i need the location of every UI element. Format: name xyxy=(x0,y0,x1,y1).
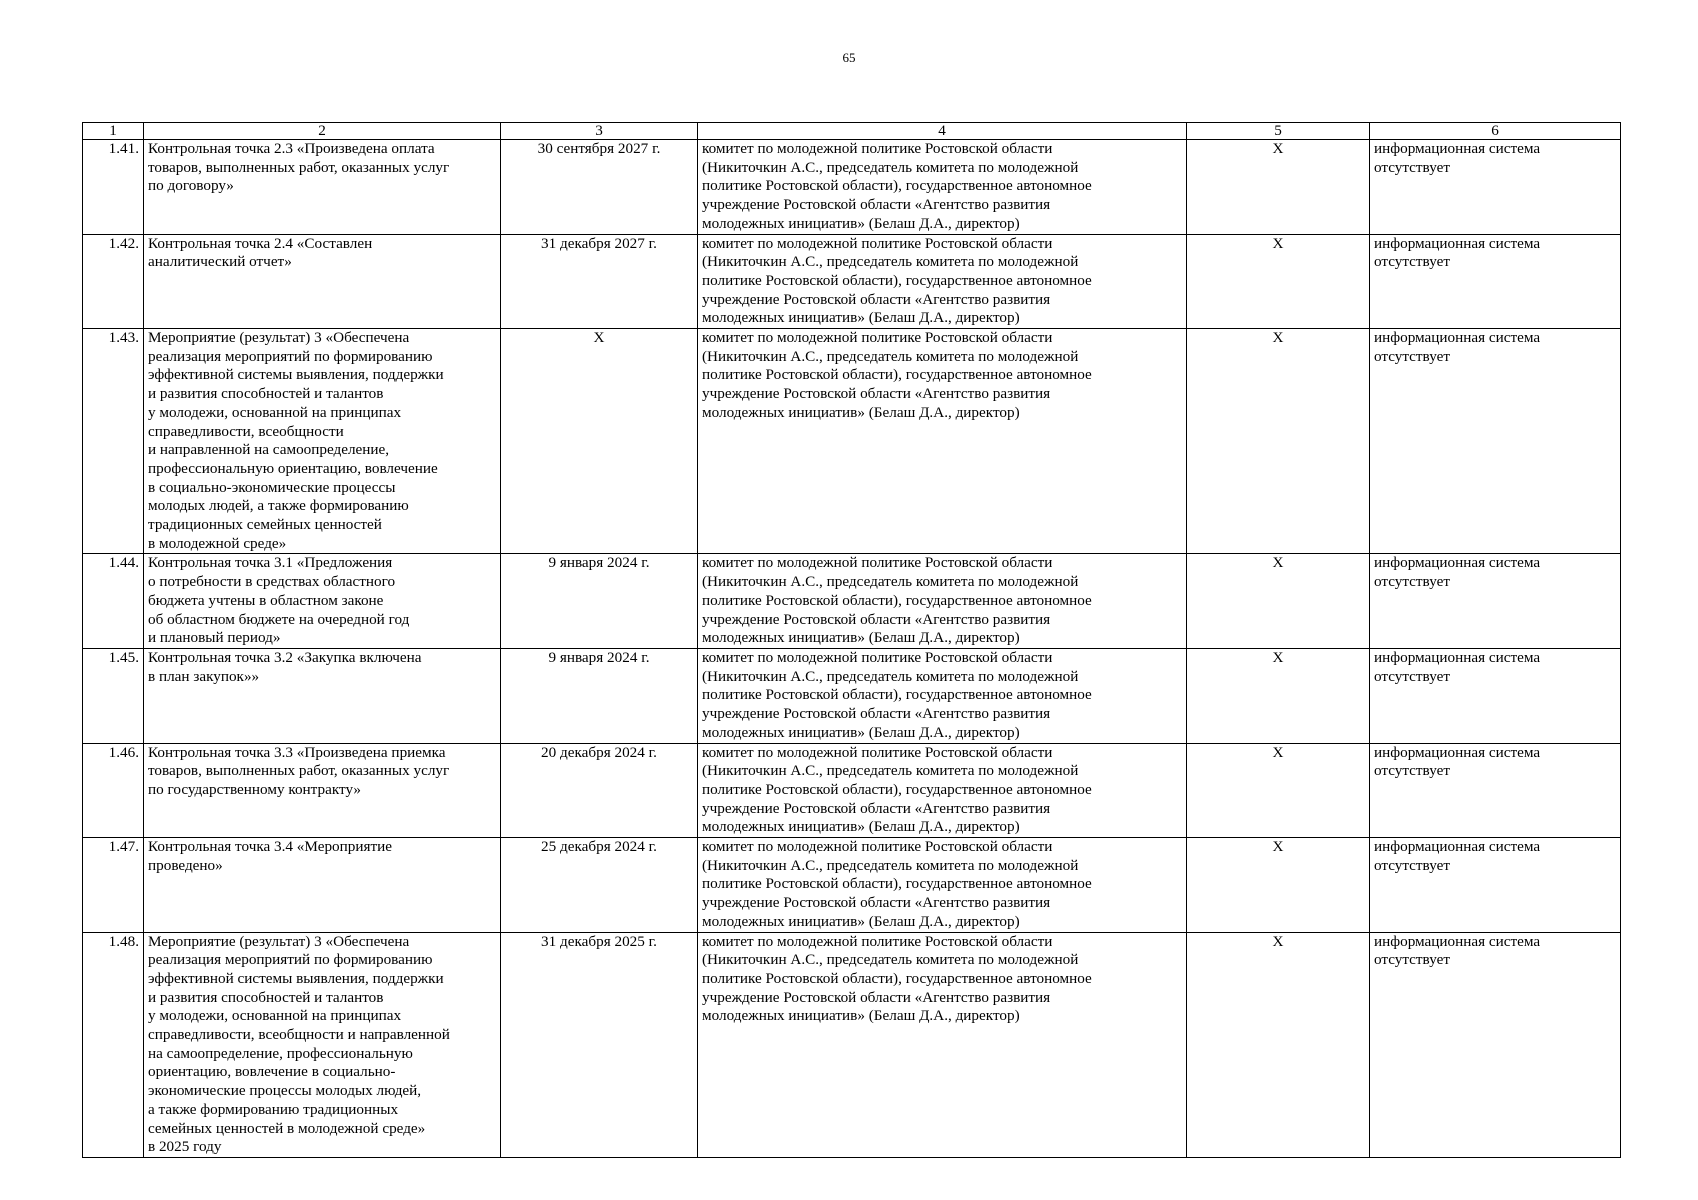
header-cell-5: 5 xyxy=(1187,123,1370,140)
row-date: 9 января 2024 г. xyxy=(501,648,698,743)
table-row xyxy=(83,838,1621,933)
row-date: 9 января 2024 г. xyxy=(501,554,698,649)
plan-table xyxy=(82,122,1621,1158)
row-responsible: комитет по молодежной политике Ростовской области (Никиточкин А.С., председатель комитета по молодежной политике Ростовской области), государственное автономное учреждение Ростовской области «Агентство развития молодежных инициатив» (Белаш Д.А., директор) xyxy=(698,743,1187,838)
row-date: 31 декабря 2025 г. xyxy=(501,932,698,1157)
table-row xyxy=(83,743,1621,838)
row-col5: X xyxy=(1187,234,1370,329)
row-col5: X xyxy=(1187,743,1370,838)
row-col5: X xyxy=(1187,554,1370,649)
row-name: Контрольная точка 2.4 «Составлен аналитический отчет» xyxy=(144,234,501,329)
row-number: 1.47. xyxy=(83,838,144,933)
row-name: Мероприятие (результат) 3 «Обеспечена реализация мероприятий по формированию эффективной системы выявления, поддержки и развития способностей и талантов у молодежи, основанной на принципах справедливости, всеобщности и направленной на самоопределение, профессиональную ориентацию, вовлечение в социально- экономические процессы молодых людей, а также формированию традиционных семейных ценностей в молодежной среде» в 2025 году xyxy=(144,932,501,1157)
header-cell-6: 6 xyxy=(1370,123,1621,140)
row-name: Мероприятие (результат) 3 «Обеспечена реализация мероприятий по формированию эффективной системы выявления, поддержки и развития способностей и талантов у молодежи, основанной на принципах справедливости, всеобщности и направленной на самоопределение, профессиональную ориентацию, вовлечение в социально-экономические процессы молодых людей, а также формированию традиционных семейных ценностей в молодежной среде» xyxy=(144,329,501,554)
row-system: информационная система отсутствует xyxy=(1370,743,1621,838)
header-cell-3: 3 xyxy=(501,123,698,140)
row-col5: X xyxy=(1187,648,1370,743)
table-header-row xyxy=(83,123,1621,140)
row-responsible: комитет по молодежной политике Ростовской области (Никиточкин А.С., председатель комитета по молодежной политике Ростовской области), государственное автономное учреждение Ростовской области «Агентство развития молодежных инициатив» (Белаш Д.А., директор) xyxy=(698,329,1187,554)
row-date: 31 декабря 2027 г. xyxy=(501,234,698,329)
row-col5: X xyxy=(1187,838,1370,933)
row-date: 30 сентября 2027 г. xyxy=(501,140,698,235)
row-col5: X xyxy=(1187,140,1370,235)
row-number: 1.46. xyxy=(83,743,144,838)
row-number: 1.43. xyxy=(83,329,144,554)
table-row xyxy=(83,234,1621,329)
table-row xyxy=(83,140,1621,235)
row-number: 1.44. xyxy=(83,554,144,649)
row-responsible: комитет по молодежной политике Ростовской области (Никиточкин А.С., председатель комитета по молодежной политике Ростовской области), государственное автономное учреждение Ростовской области «Агентство развития молодежных инициатив» (Белаш Д.А., директор) xyxy=(698,932,1187,1157)
row-system: информационная система отсутствует xyxy=(1370,648,1621,743)
row-system: информационная система отсутствует xyxy=(1370,140,1621,235)
row-date: X xyxy=(501,329,698,554)
row-system: информационная система отсутствует xyxy=(1370,234,1621,329)
row-responsible: комитет по молодежной политике Ростовской области (Никиточкин А.С., председатель комитета по молодежной политике Ростовской области), государственное автономное учреждение Ростовской области «Агентство развития молодежных инициатив» (Белаш Д.А., директор) xyxy=(698,648,1187,743)
table-row xyxy=(83,329,1621,554)
row-name: Контрольная точка 3.3 «Произведена приемка товаров, выполненных работ, оказанных услуг по государственному контракту» xyxy=(144,743,501,838)
row-col5: X xyxy=(1187,329,1370,554)
header-cell-4: 4 xyxy=(698,123,1187,140)
row-number: 1.48. xyxy=(83,932,144,1157)
row-name: Контрольная точка 3.4 «Мероприятие проведено» xyxy=(144,838,501,933)
row-responsible: комитет по молодежной политике Ростовской области (Никиточкин А.С., председатель комитета по молодежной политике Ростовской области), государственное автономное учреждение Ростовской области «Агентство развития молодежных инициатив» (Белаш Д.А., директор) xyxy=(698,838,1187,933)
row-system: информационная система отсутствует xyxy=(1370,554,1621,649)
row-date: 20 декабря 2024 г. xyxy=(501,743,698,838)
row-name: Контрольная точка 3.1 «Предложения о потребности в средствах областного бюджета учтены в областном законе об областном бюджете на очередной год и плановый период» xyxy=(144,554,501,649)
row-system: информационная система отсутствует xyxy=(1370,838,1621,933)
row-responsible: комитет по молодежной политике Ростовской области (Никиточкин А.С., председатель комитета по молодежной политике Ростовской области), государственное автономное учреждение Ростовской области «Агентство развития молодежных инициатив» (Белаш Д.А., директор) xyxy=(698,554,1187,649)
row-name: Контрольная точка 2.3 «Произведена оплата товаров, выполненных работ, оказанных услуг по договору» xyxy=(144,140,501,235)
row-responsible: комитет по молодежной политике Ростовской области (Никиточкин А.С., председатель комитета по молодежной политике Ростовской области), государственное автономное учреждение Ростовской области «Агентство развития молодежных инициатив» (Белаш Д.А., директор) xyxy=(698,234,1187,329)
table-row xyxy=(83,648,1621,743)
row-system: информационная система отсутствует xyxy=(1370,932,1621,1157)
row-number: 1.42. xyxy=(83,234,144,329)
page-number: 65 xyxy=(842,50,856,65)
header-cell-1: 1 xyxy=(83,123,144,140)
row-number: 1.41. xyxy=(83,140,144,235)
row-system: информационная система отсутствует xyxy=(1370,329,1621,554)
row-number: 1.45. xyxy=(83,648,144,743)
row-responsible: комитет по молодежной политике Ростовской области (Никиточкин А.С., председатель комитета по молодежной политике Ростовской области), государственное автономное учреждение Ростовской области «Агентство развития молодежных инициатив» (Белаш Д.А., директор) xyxy=(698,140,1187,235)
table-row xyxy=(83,932,1621,1157)
row-name: Контрольная точка 3.2 «Закупка включена в план закупок»» xyxy=(144,648,501,743)
row-col5: X xyxy=(1187,932,1370,1157)
row-date: 25 декабря 2024 г. xyxy=(501,838,698,933)
header-cell-2: 2 xyxy=(144,123,501,140)
table-row xyxy=(83,554,1621,649)
